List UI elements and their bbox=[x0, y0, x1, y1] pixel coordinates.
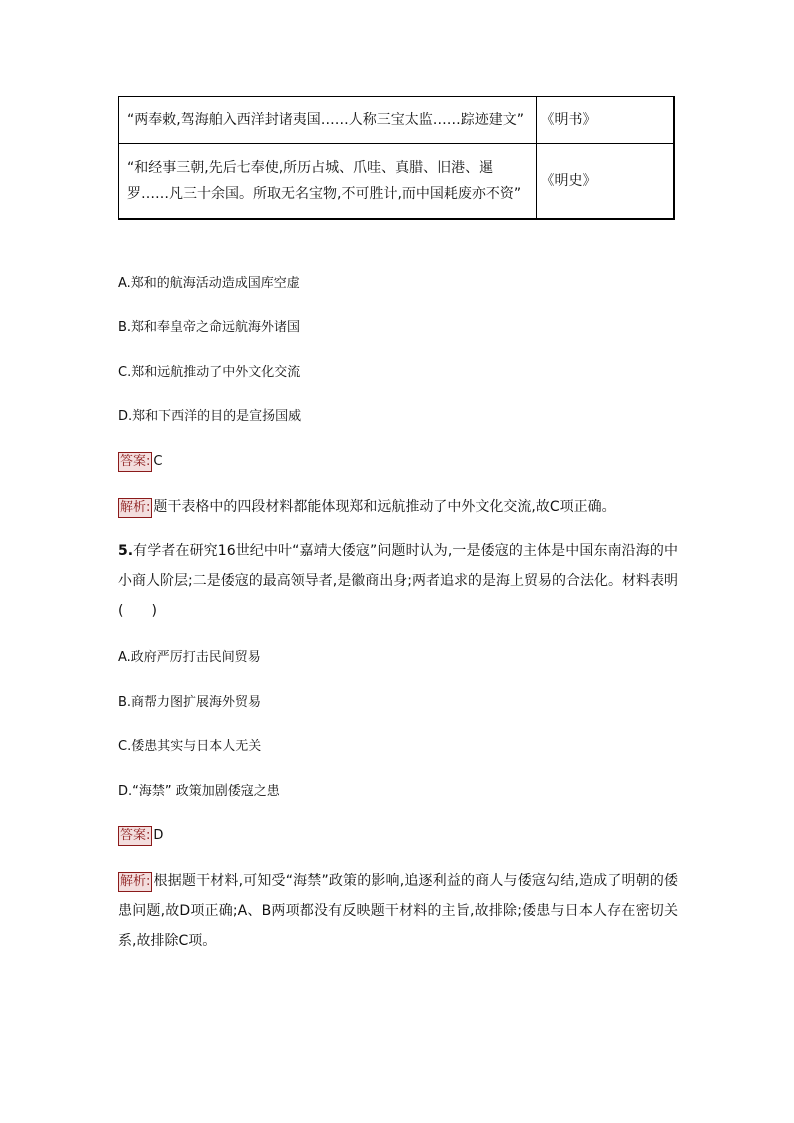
option-c: C.倭患其实与日本人无关 bbox=[118, 739, 262, 754]
answer-row bbox=[118, 452, 162, 472]
analysis-text: 题干表格中的四段材料都能体现郑和远航推动了中外文化交流,故C项正确。 bbox=[153, 499, 616, 515]
table-row bbox=[119, 144, 675, 220]
question-number: 5. bbox=[118, 543, 134, 559]
table-cell-quote: “两奉敕,驾海舶入西洋封诸夷国……人称三宝太监……踪迹建文” bbox=[119, 97, 537, 144]
answer-value: C bbox=[153, 454, 163, 469]
question-text: 有学者在研究16世纪中叶“嘉靖大倭寇”问题时认为,一是倭寇的主体是中国东南沿海的中小商人阶层;二是倭寇的最高领导者,是徽商出身;两者追求的是海上贸易的合法化。材料表明( ) bbox=[118, 543, 678, 619]
analysis-row bbox=[118, 866, 678, 956]
analysis-label: 解析: bbox=[118, 498, 152, 518]
option-d: D.“海禁” 政策加剧倭寇之患 bbox=[118, 784, 280, 799]
option-b: B.郑和奉皇帝之命远航海外诸国 bbox=[118, 320, 301, 335]
analysis-label: 解析: bbox=[118, 872, 152, 892]
option-d: D.郑和下西洋的目的是宣扬国威 bbox=[118, 409, 302, 424]
option-a: A.郑和的航海活动造成国库空虚 bbox=[118, 276, 300, 291]
option-b: B.商帮力图扩展海外贸易 bbox=[118, 695, 262, 710]
answer-row bbox=[118, 826, 163, 846]
answer-label: 答案: bbox=[118, 452, 152, 472]
table-cell-quote: “和经事三朝,先后七奉使,所历占城、爪哇、真腊、旧港、暹罗……凡三十余国。所取无名宝物,不可胜计,而中国耗废亦不资” bbox=[119, 144, 537, 220]
option-c: C.郑和远航推动了中外文化交流 bbox=[118, 365, 301, 380]
source-table bbox=[118, 96, 675, 220]
question-5-stem bbox=[118, 536, 678, 626]
table-cell-source: 《明书》 bbox=[536, 97, 674, 144]
analysis-row bbox=[118, 497, 616, 518]
table-cell-source: 《明史》 bbox=[536, 144, 674, 220]
analysis-text: 根据题干材料,可知受“海禁”政策的影响,追逐利益的商人与倭寇勾结,造成了明朝的倭患问题,故D项正确;A、B两项都没有反映题干材料的主旨,故排除;倭患与日本人存在密切关系,故排除C项。 bbox=[118, 873, 678, 949]
answer-value: D bbox=[153, 828, 164, 843]
answer-label: 答案: bbox=[118, 826, 152, 846]
table-row bbox=[119, 97, 675, 144]
option-a: A.政府严厉打击民间贸易 bbox=[118, 650, 261, 665]
